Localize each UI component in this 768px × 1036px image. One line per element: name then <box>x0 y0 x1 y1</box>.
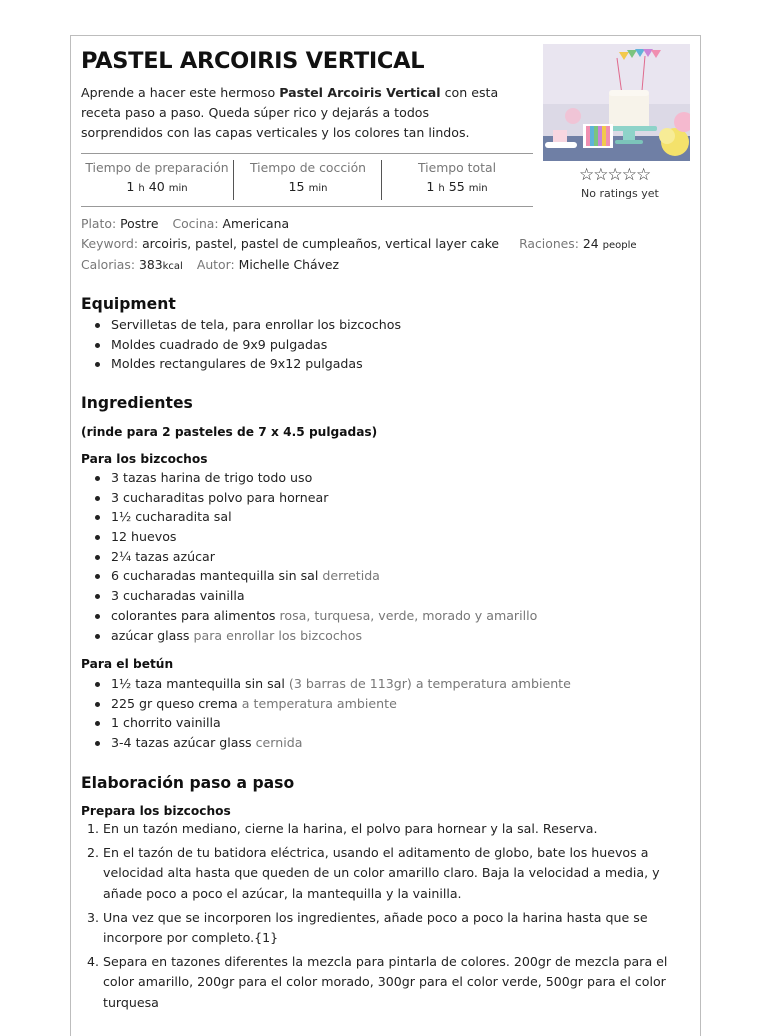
author-value: Michelle Chávez <box>238 257 340 272</box>
ingredient-item: azúcar glass para enrollar los bizcochos <box>83 626 537 646</box>
meta-row-course-cuisine: Plato: Postre Cocina: Americana <box>81 216 290 231</box>
ingredient-item: 225 gr queso crema a temperatura ambiente <box>83 694 571 714</box>
ingredient-item: 1 chorrito vainilla <box>83 713 571 733</box>
ingredient-item: 6 cucharadas mantequilla sin sal derretida <box>83 566 537 586</box>
servings-value: 24 <box>582 236 599 251</box>
intro-text-end: con esta receta paso a paso. Queda súper rico y dejarás a todos sorprendidos con las capas verticales y los colores tan lindos. <box>81 85 499 140</box>
meta-row-keyword-servings: Keyword: arcoiris, pastel, pastel de cumpleaños, vertical layer cake Raciones: 24 people <box>81 236 637 251</box>
instruction-steps <box>81 819 691 1017</box>
ingredient-group-title: Para el betún <box>81 657 174 671</box>
prep-time <box>81 154 233 206</box>
ingredient-item: 3 tazas harina de trigo todo uso <box>83 468 537 488</box>
ingredient-list-betun <box>83 674 571 753</box>
ingredient-group-title: Para los bizcochos <box>81 452 208 466</box>
ingredient-item: 3 cucharaditas polvo para hornear <box>83 488 537 508</box>
cake-photo-illustration <box>543 44 690 161</box>
cook-time-value: 15 min <box>288 179 328 194</box>
ingredients-heading: Ingredientes <box>81 394 193 412</box>
prep-time-label: Tiempo de preparación <box>85 160 229 175</box>
recipe-card <box>70 35 701 1036</box>
total-time-value: 1 h 55 min <box>426 179 488 194</box>
recipe-photo <box>543 44 690 161</box>
calories-value: 383 <box>138 257 163 272</box>
equipment-item: Servilletas de tela, para enrollar los bizcochos <box>83 315 401 335</box>
recipe-times <box>81 153 533 207</box>
ingredient-item: 1½ cucharadita sal <box>83 507 537 527</box>
cuisine-value: Americana <box>222 216 290 231</box>
ingredient-list-bizcochos <box>83 468 537 645</box>
ingredient-item: colorantes para alimentos rosa, turquesa, verde, morado y amarillo <box>83 606 537 626</box>
star-rating[interactable]: ☆☆☆☆☆ <box>579 165 651 185</box>
recipe-intro <box>81 83 511 143</box>
equipment-item: Moldes cuadrado de 9x9 pulgadas <box>83 335 401 355</box>
cook-time <box>234 154 382 206</box>
rating-count-text: No ratings yet <box>581 187 659 200</box>
instruction-group-title: Prepara los bizcochos <box>81 804 231 818</box>
prep-time-value: 1 h 40 min <box>126 179 188 194</box>
cook-time-label: Tiempo de cocción <box>249 160 367 175</box>
instruction-step: 2. En el tazón de tu batidora eléctrica, usando el aditamento de globo, bate los huevos a velocidad alta hasta que queden de un color amarillo claro. Baja la velocidad a media, y añade poco a poco el azúcar, la mantequilla y la vainilla. <box>87 845 660 901</box>
keyword-value: arcoiris, pastel, pastel de cumpleaños, vertical layer cake <box>142 236 500 251</box>
intro-highlight: Pastel Arcoiris Vertical <box>279 85 441 100</box>
instruction-step: 1. En un tazón mediano, cierne la harina, el polvo para hornear y la sal. Reserva. <box>87 821 598 836</box>
instruction-step: 4. Separa en tazones diferentes la mezcla para pintarla de colores. 200gr de mezcla para el color amarillo, 200gr para el color morado, 300gr para el color verde, 500gr para el color turquesa <box>87 954 668 1010</box>
meta-row-calories-author: Calorias: 383kcal Autor: Michelle Chávez <box>81 257 340 272</box>
equipment-item: Moldes rectangulares de 9x12 pulgadas <box>83 354 401 374</box>
intro-text-start: Aprende a hacer este hermoso <box>81 85 280 100</box>
total-time-label: Tiempo total <box>417 160 497 175</box>
instructions-heading: Elaboración paso a paso <box>81 774 295 792</box>
ingredient-item: 2¼ tazas azúcar <box>83 547 537 567</box>
yield-note: (rinde para 2 pasteles de 7 x 4.5 pulgadas) <box>81 425 378 439</box>
course-value: Postre <box>120 216 159 231</box>
recipe-title: PASTEL ARCOIRIS VERTICAL <box>81 48 425 74</box>
total-time <box>382 154 532 206</box>
instruction-step: 3. Una vez que se incorporen los ingredientes, añade poco a poco la harina hasta que se incorpore por completo.{1} <box>87 909 648 946</box>
ingredient-item: 12 huevos <box>83 527 537 547</box>
equipment-list <box>83 315 401 374</box>
ingredient-item: 1½ taza mantequilla sin sal (3 barras de 113gr) a temperatura ambiente <box>83 674 571 694</box>
equipment-heading: Equipment <box>81 295 176 313</box>
ingredient-item: 3-4 tazas azúcar glass cernida <box>83 733 571 753</box>
ingredient-item: 3 cucharadas vainilla <box>83 586 537 606</box>
